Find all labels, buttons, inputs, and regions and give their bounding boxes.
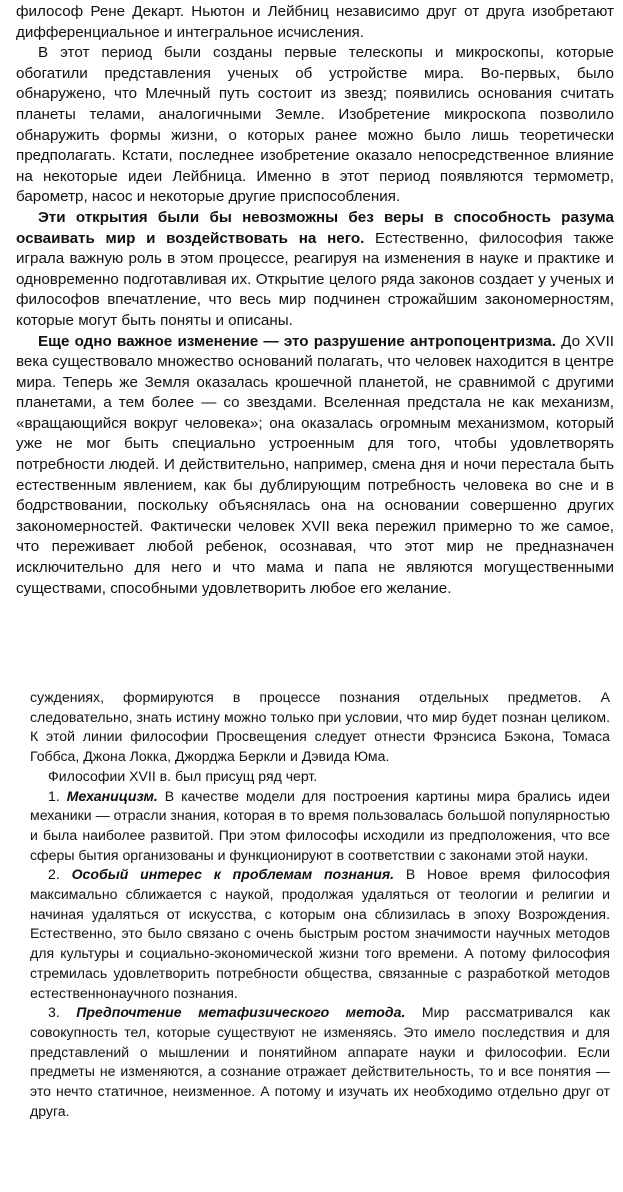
- paragraph-enlightenment: суждениях, формируются в процессе познания отдельных предметов. А следовательно, знать истину можно только при условии, что мир будет познан целиком. К этой линии философии Просвещения следует отнести Фрэнсиса Бэкона, Томаса Гоббса, Джона Локка, Джорджа Беркли и Дэвида Юма.: [30, 689, 610, 765]
- upper-text-block: [16, 2, 614, 599]
- list-item-metaphysical: [30, 1003, 610, 1121]
- list-number: 2.: [48, 866, 72, 883]
- paragraph-anthropocentrism-text: До XVII века существовало множество оснований полагать, что человек находится в центре мира. Теперь же Земля оказалась крошечной планетой, не сравнимой с другими планетами, а тем более — со звездами. Вселенная предстала не как механизм, «вращающийся вокруг человека»; она оказалась огромным механизмом, который уже не мог быть специально устроенным для того, чтобы удовлетворять потребности людей. И действительно, например, смена дня и ночи перестала быть естественным явлением, как бы дублирующим потребность человека во сне и в бодрствовании, поскольку объяснялась она на основании совершенно других закономерностей. Фактически человек XVII века пережил примерно то же самое, что переживает любой ребенок, осознавая, что этот мир не предназначен исключительно для него и что мама и папа не являются могущественными существами, способными удовлетворить любое его желание.: [16, 332, 615, 597]
- bold-lead-discoveries: Эти открытия были бы невозможны без веры в способность разума осваивать мир и воздействовать на него.: [16, 208, 614, 247]
- list-item-text: В Новое время философия максимально сближается с наукой, продолжая удаляться от теологии и религии и начиная удаляться от искусства, с которым она сблизилась в эпоху Возрождения. Естественно, это было связано с очень быстрым ростом значимости научных методов для культуры и социально-экономической жизни того времени. А потому философия стремилась удовлетворить потребности общества, связанные с разработкой методов естественнонаучного познания.: [30, 866, 610, 1001]
- list-item-mechanicism: [30, 787, 610, 866]
- paragraph-discoveries-text: Естественно, философия также играла важную роль в этом процессе, реагируя на изменения в науке и практике и одновременно подготавливая их. Открытие целого ряда законов создает у ученых и философов впечатление, что весь мир подчинен строжайшим закономерностям, которые могут быть поняты и описаны.: [16, 229, 614, 329]
- list-item-text: Мир рассматривался как совокупность тел, которые существуют не изменяясь. Это имело последствия и для представлений о мышлении и понятийном аппарате науки и философии. Если предметы не изменяются, а сознание отражает действительность, то и все понятия — это нечто статичное, неизменное. А потому и изучать их необходимо отдельно друг от друга.: [30, 1004, 610, 1119]
- lower-text-block: [30, 688, 610, 1121]
- list-item-text: В качестве модели для построения картины мира брались идеи механики — отрасли знания, которая в то время пользовалась большой популярностью и была наиболее развитой. При этом философы исходили из предположения, что все сферы бытия организованы и функционируют в соответствии с законами этой науки.: [30, 787, 610, 863]
- list-number: 3.: [48, 1004, 77, 1021]
- list-item-title: Механицизм.: [66, 787, 158, 804]
- list-item-cognition: [30, 865, 610, 1003]
- list-item-title: Особый интерес к проблемам познания.: [71, 866, 395, 883]
- paragraph-telescopes: В этот период были созданы первые телескопы и микроскопы, которые обогатили представления ученых об устройстве мира. Во-первых, было обнаружено, что Млечный путь состоит из звезд; появились основания считать планеты телами, аналогичными Земле. Изобретение микроскопа позволило обнаружить формы жизни, о которых ранее можно было лишь теоретически предполагать. Кстати, последнее изобретение оказало непосредственное влияние на некоторые идеи Лейбница. Именно в этот период появляются термометр, барометр, насос и некоторые другие приспособления.: [16, 44, 614, 206]
- paragraph-descartes: философ Рене Декарт. Ньютон и Лейбниц независимо друг от друга изобретают дифференциальное и интегральное исчисления.: [16, 3, 614, 41]
- list-item-title: Предпочтение метафизического метода.: [76, 1004, 406, 1021]
- paragraph-features-intro: Философии XVII в. был присущ ряд черт.: [48, 767, 318, 784]
- paragraph-anthropocentrism: [16, 332, 614, 600]
- paragraph-discoveries: [16, 208, 614, 332]
- list-number: 1.: [48, 787, 67, 804]
- bold-lead-anthropocentrism: Еще одно важное изменение — это разрушение антропоцентризма.: [38, 332, 556, 350]
